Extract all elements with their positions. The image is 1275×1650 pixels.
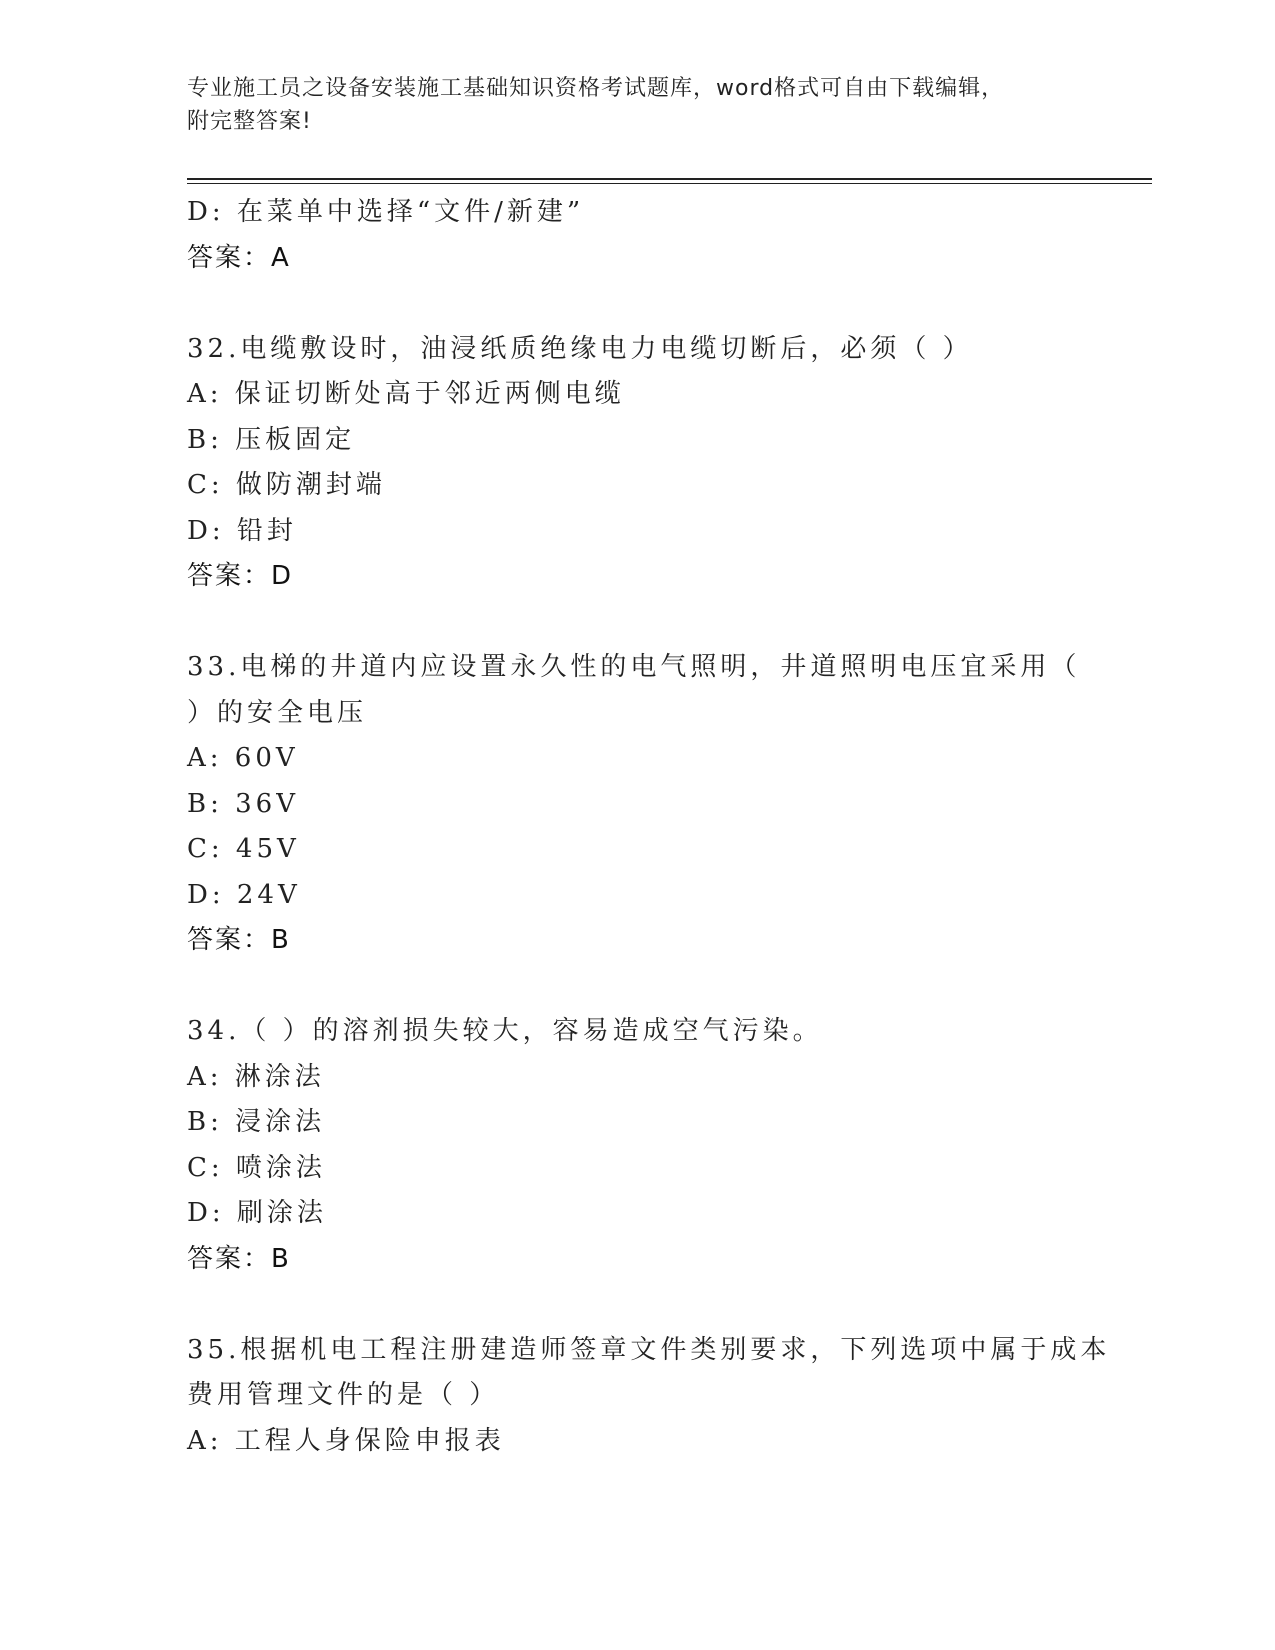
spacer <box>187 964 1127 1010</box>
q33-stem-line-1: 33.电梯的井道内应设置永久性的电气照明，井道照明电压宜采用（ <box>187 652 1081 682</box>
q35-option-a: A: 工程人身保险申报表 <box>187 1425 505 1456</box>
q34-answer: 答案：B <box>187 1243 291 1274</box>
document-header <box>187 72 1087 138</box>
q34-option-a: A: 淋涂法 <box>187 1061 325 1092</box>
prev-answer: 答案：A <box>187 242 291 273</box>
q33-option-b: B: 36V <box>187 788 299 819</box>
q33-option-a: A: 60V <box>187 743 299 773</box>
q33-option-c: C: 45V <box>187 834 300 864</box>
q34-stem: 34.（ ）的溶剂损失较大，容易造成空气污染。 <box>187 1016 823 1046</box>
question-list <box>187 190 1127 1464</box>
prev-option-d: D: 在菜单中选择“文件/新建” <box>187 197 585 227</box>
spacer <box>187 600 1127 646</box>
q32-option-b: B: 压板固定 <box>187 424 356 455</box>
header-line-1: 专业施工员之设备安装施工基础知识资格考试题库，word格式可自由下载编辑， <box>187 76 1005 101</box>
q34-option-c: C: 喷涂法 <box>187 1152 326 1183</box>
q32-stem: 32.电缆敷设时，油浸纸质绝缘电力电缆切断后，必须（ ） <box>187 333 973 364</box>
header-divider-thin <box>187 183 1152 184</box>
q32-option-c: C: 做防潮封端 <box>187 470 386 500</box>
q33-answer: 答案：B <box>187 925 291 955</box>
q32-option-d: D: 铅封 <box>187 515 297 546</box>
q33-option-d: D: 24V <box>187 879 301 910</box>
spacer <box>187 281 1127 327</box>
q33-stem-line-2: ）的安全电压 <box>187 697 368 728</box>
spacer <box>187 1282 1127 1328</box>
q35-stem-line-1: 35.根据机电工程注册建造师签章文件类别要求，下列选项中属于成本 <box>187 1334 1111 1365</box>
header-divider-thick <box>187 178 1152 180</box>
q32-option-a: A: 保证切断处高于邻近两侧电缆 <box>187 379 625 409</box>
q34-option-d: D: 刷涂法 <box>187 1198 327 1228</box>
q35-stem-line-2: 费用管理文件的是（ ） <box>187 1380 500 1410</box>
q32-answer: 答案：D <box>187 561 294 591</box>
header-line-2: 附完整答案! <box>187 109 312 134</box>
q34-option-b: B: 浸涂法 <box>187 1107 326 1137</box>
